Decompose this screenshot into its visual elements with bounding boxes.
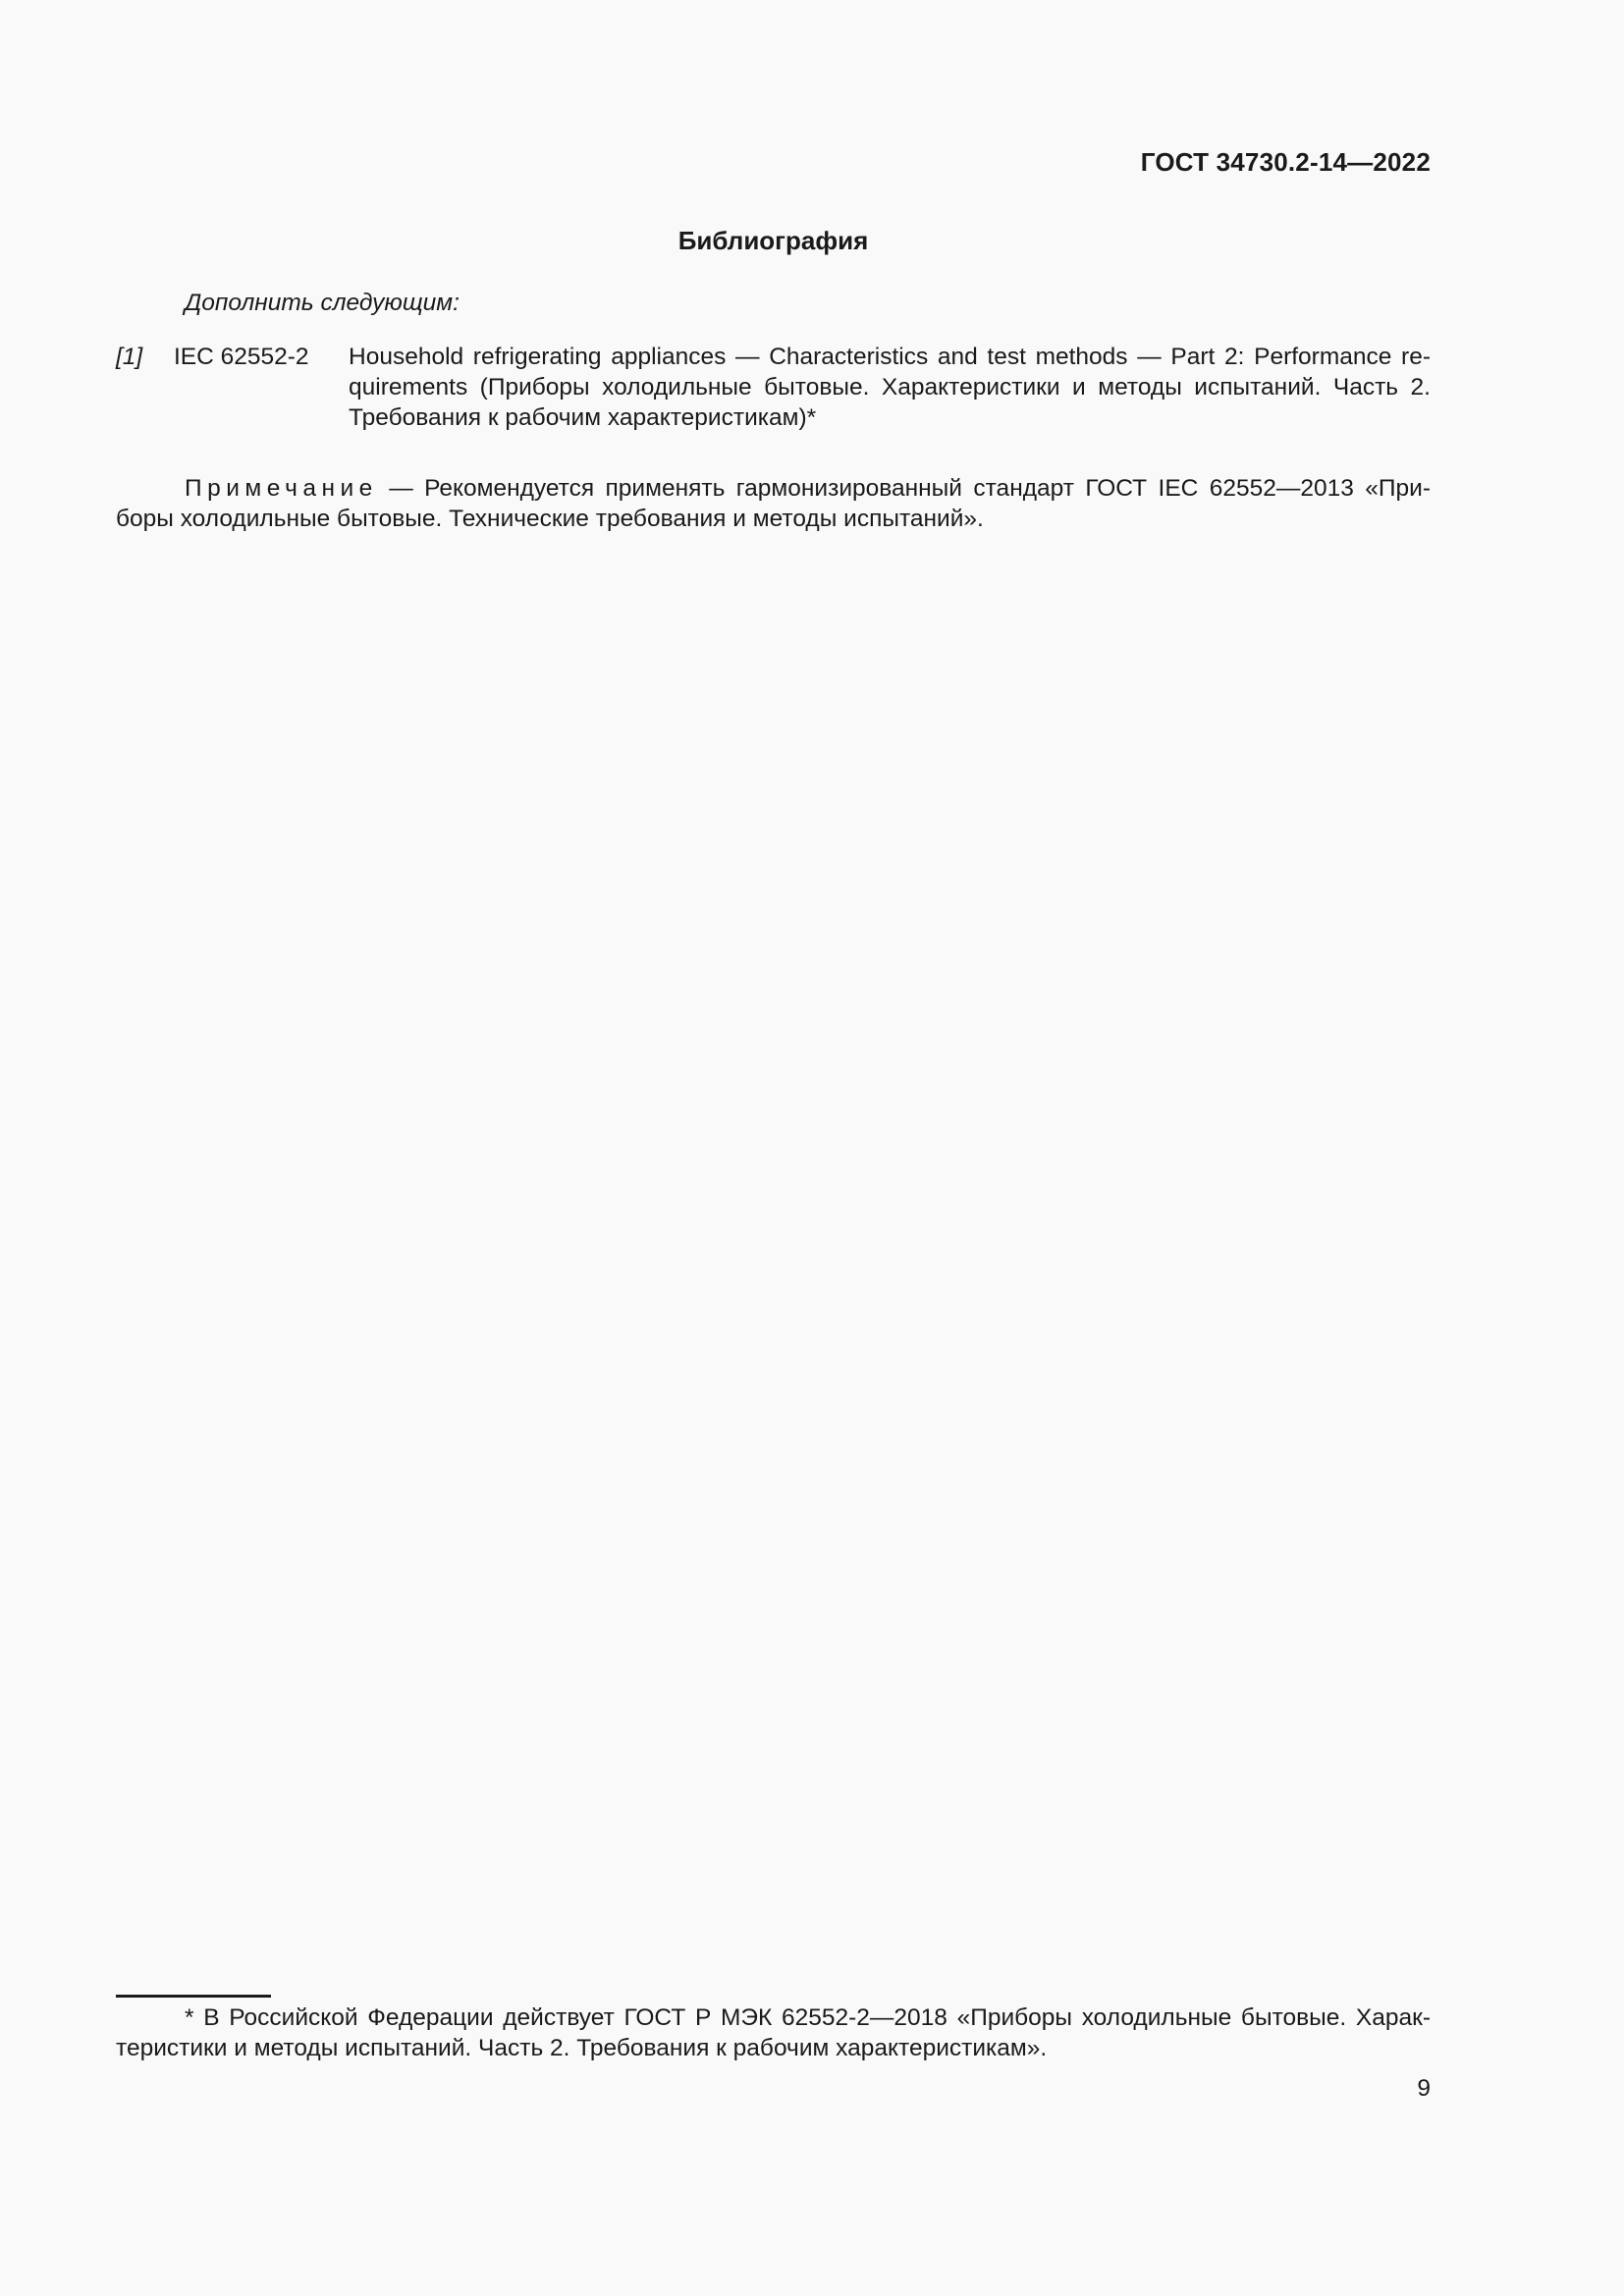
reference-standard-code: IEC 62552-2	[174, 344, 309, 370]
document-page	[116, 0, 1431, 2296]
note-paragraph	[116, 473, 1431, 534]
document-code-header: ГОСТ 34730.2-14—2022	[1140, 147, 1431, 177]
footnote: * В Российской Федерации действует ГОСТ Р МЭК 62552-2—2018 «Приборы холодильные бытовые. Характеристики и методы испытаний. Часть 2. Требования к рабочим характеристикам».	[116, 2004, 1431, 2061]
note-label: Примечание	[185, 475, 378, 502]
footnote-divider	[116, 1995, 271, 1998]
reference-title: Household refrigerating appliances — Characteristics and test methods — Part 2: Performance requirements (Приборы холодильные бытовые. Характеристики и методы испытаний. Часть 2. Требования к рабочим характеристикам)*	[349, 344, 1431, 431]
reference-number: [1]	[116, 344, 143, 370]
note-text: — Рекомендуется применять гармонизированный стандарт ГОСТ IEC 62552—2013 «Приборы холодильные бытовые. Технические требования и методы испытаний».	[116, 475, 1431, 532]
lead-in-text: Дополнить следующим:	[185, 290, 460, 316]
section-title: Библиография	[677, 226, 869, 255]
page-number: 9	[1417, 2075, 1431, 2102]
